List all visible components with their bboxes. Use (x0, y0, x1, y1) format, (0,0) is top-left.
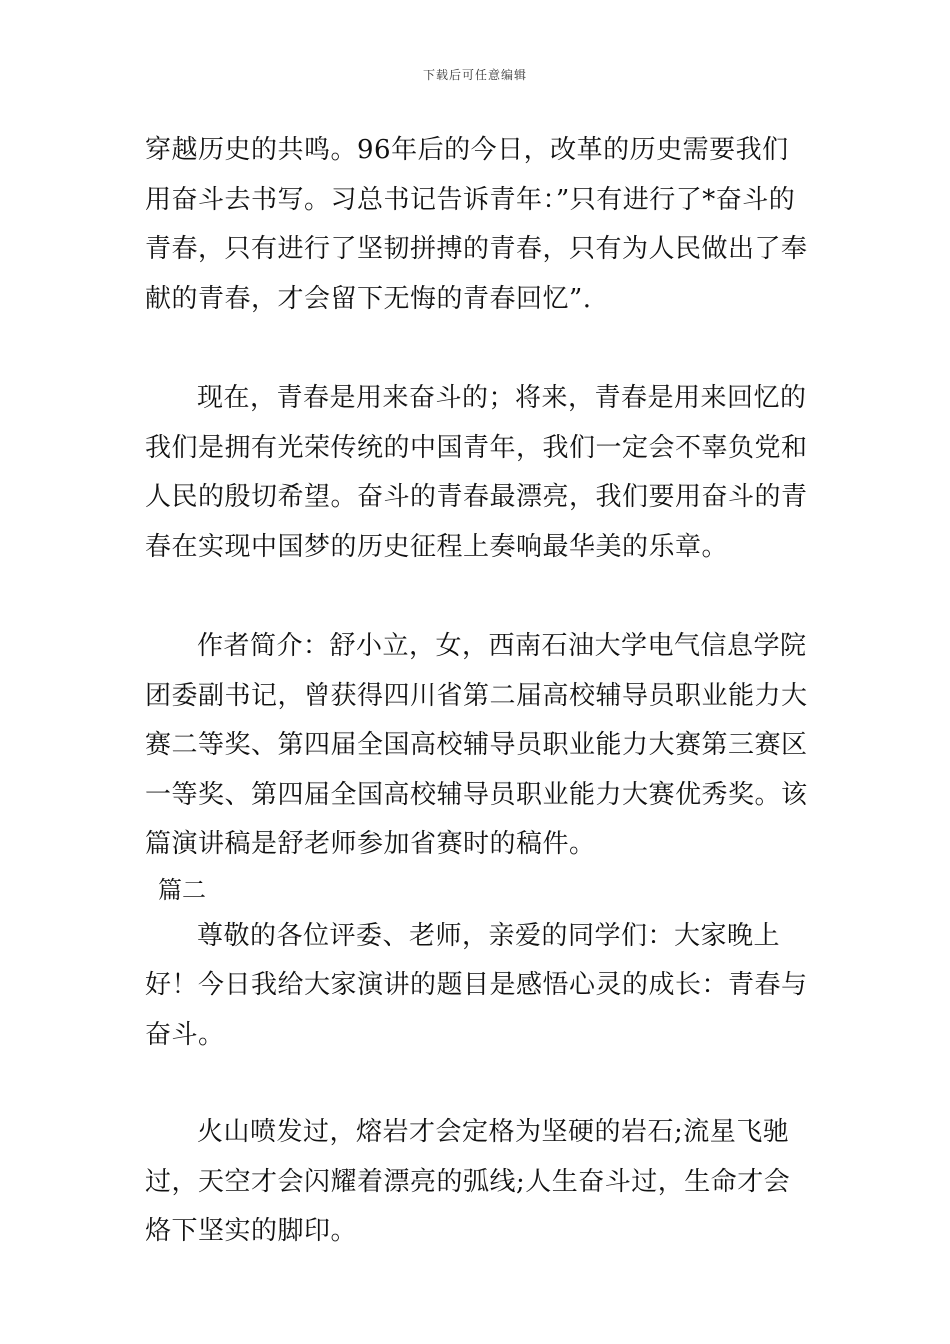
paragraph-3-author-bio: 作者简介：舒小立，女，西南石油大学电气信息学院团委副书记，曾获得四川省第二届高校辅导员职业能力大赛二等奖、第四届全国高校辅导员职业能力大赛第三赛区一等奖、第四届全国高校辅导员职业能力大赛优秀奖。该篇演讲稿是舒老师参加省赛时的稿件。 (145, 631, 808, 859)
section-heading: 篇二 (158, 875, 206, 904)
header-note: 下载后可任意编辑 (422, 68, 527, 82)
document-body (145, 126, 815, 1257)
paragraph-1: 穿越历史的共鸣。96年后的今日，改革的历史需要我们用奋斗去书写。习总书记告诉青年：”只有进行了*奋斗的青春，只有进行了坚韧拼搏的青春，只有为人民做出了奉献的青春，才会留下无悔的青春回忆”. (145, 135, 808, 314)
paragraph-5: 火山喷发过，熔岩才会定格为坚硬的岩石;流星飞驰过，天空才会闪耀着漂亮的弧线;人生奋斗过，生命才会烙下坚实的脚印。 (145, 1117, 791, 1246)
paragraph-2: 现在，青春是用来奋斗的；将来，青春是用来回忆的我们是拥有光荣传统的中国青年，我们一定会不辜负党和人民的殷切希望。奋斗的青春最漂亮，我们要用奋斗的青春在实现中国梦的历史征程上奏响最华美的乐章。 (145, 383, 808, 562)
paragraph-4-salutation: 尊敬的各位评委、老师，亲爱的同学们：大家晚上好！今日我给大家演讲的题目是感悟心灵的成长：青春与奋斗。 (145, 920, 808, 1050)
